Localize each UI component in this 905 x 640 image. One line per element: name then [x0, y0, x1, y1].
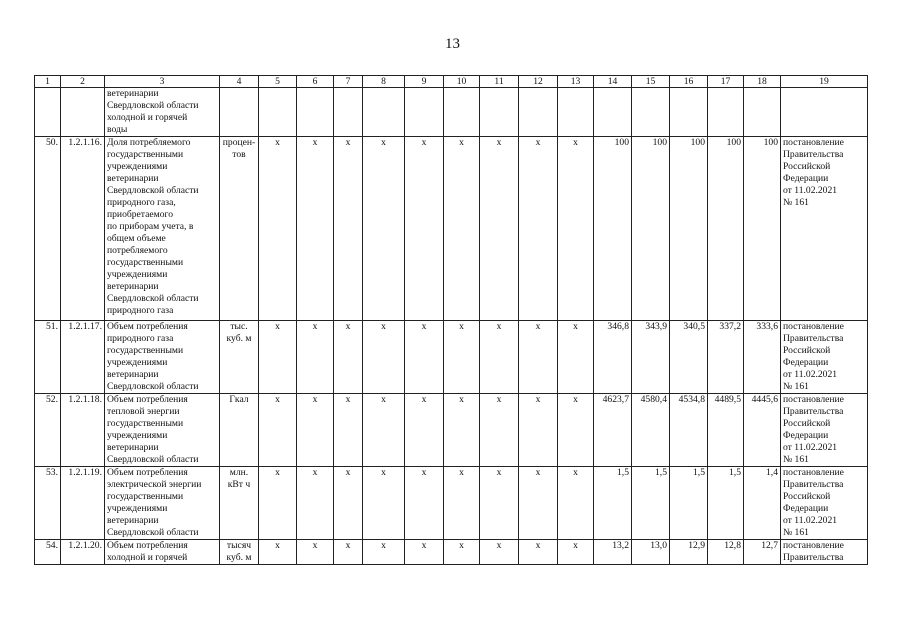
- indicator-name-line: государственными: [107, 418, 184, 429]
- unit-of-measure: [220, 540, 259, 565]
- target-value: [708, 88, 744, 137]
- empty-value-mark: x: [558, 467, 594, 540]
- source-document-line: Федерации: [783, 430, 829, 441]
- indicator-name-line: ветеринарии: [107, 173, 159, 184]
- column-number-row: [35, 76, 868, 88]
- indicator-code: 1.2.1.19.: [61, 467, 105, 540]
- target-value: 12,8: [708, 540, 744, 565]
- empty-value-mark: [480, 88, 519, 137]
- source-document-line: постановление: [783, 467, 844, 478]
- indicator-name: [105, 321, 220, 394]
- source-document: [781, 88, 868, 137]
- column-number: 1: [35, 76, 61, 88]
- source-document-line: Российской: [783, 491, 831, 502]
- target-value: 4534,8: [670, 394, 708, 467]
- indicator-name-line: тепловой энергии: [107, 406, 180, 417]
- empty-value-mark: x: [297, 467, 334, 540]
- unit-line: млн.: [229, 467, 249, 478]
- empty-value-mark: x: [405, 137, 444, 321]
- indicator-name-line: Свердловской области: [107, 100, 199, 111]
- source-document-line: Российской: [783, 161, 831, 172]
- empty-value-mark: x: [405, 540, 444, 565]
- column-number: 13: [558, 76, 594, 88]
- unit-line: Гкал: [229, 394, 249, 405]
- column-number: 8: [363, 76, 405, 88]
- source-document-line: постановление: [783, 137, 844, 148]
- column-number: 4: [220, 76, 259, 88]
- source-document-line: постановление: [783, 540, 844, 551]
- indicator-name-line: природного газа: [107, 305, 174, 316]
- source-document: [781, 540, 868, 565]
- indicator-name-line: Доля потребляемого: [107, 137, 191, 148]
- indicator-name-line: Свердловской области: [107, 185, 199, 196]
- source-document-line: Правительства: [783, 149, 844, 160]
- column-number: 5: [259, 76, 297, 88]
- empty-value-mark: x: [444, 394, 480, 467]
- empty-value-mark: x: [297, 540, 334, 565]
- empty-value-mark: x: [259, 394, 297, 467]
- empty-value-mark: [334, 88, 363, 137]
- target-value: 1,5: [632, 467, 670, 540]
- row-number: 50.: [35, 137, 61, 321]
- source-document-line: постановление: [783, 321, 844, 332]
- indicator-name-line: государственными: [107, 345, 184, 356]
- indicator-name: [105, 88, 220, 137]
- page-number: 13: [445, 36, 460, 52]
- source-document-line: Российской: [783, 345, 831, 356]
- source-document-line: постановление: [783, 394, 844, 405]
- target-value: 4623,7: [594, 394, 632, 467]
- empty-value-mark: x: [519, 137, 558, 321]
- target-value: 12,9: [670, 540, 708, 565]
- empty-value-mark: [259, 88, 297, 137]
- empty-value-mark: x: [444, 540, 480, 565]
- empty-value-mark: [405, 88, 444, 137]
- unit-line: кВт ч: [227, 479, 251, 490]
- empty-value-mark: x: [259, 137, 297, 321]
- unit-line: куб. м: [226, 333, 252, 344]
- empty-value-mark: [363, 88, 405, 137]
- empty-value-mark: x: [363, 137, 405, 321]
- unit-line: куб. м: [226, 552, 252, 563]
- empty-value-mark: x: [334, 467, 363, 540]
- target-value: 100: [744, 137, 781, 321]
- unit-of-measure: [220, 321, 259, 394]
- empty-value-mark: x: [558, 137, 594, 321]
- indicator-name: [105, 394, 220, 467]
- empty-value-mark: x: [363, 540, 405, 565]
- source-document-line: Правительства: [783, 406, 844, 417]
- empty-value-mark: x: [444, 137, 480, 321]
- indicator-name-line: государственными: [107, 257, 184, 268]
- source-document-line: Федерации: [783, 503, 829, 514]
- unit-line: тов: [232, 149, 246, 160]
- column-number: 7: [334, 76, 363, 88]
- indicator-name-line: природного газа: [107, 333, 174, 344]
- indicator-code: 1.2.1.16.: [61, 137, 105, 321]
- table-row: [35, 467, 868, 540]
- source-document-line: Федерации: [783, 173, 829, 184]
- column-number: 3: [105, 76, 220, 88]
- indicator-name-line: общем объеме: [107, 233, 166, 244]
- indicator-name-line: приобретаемого: [107, 209, 173, 220]
- column-number: 2: [61, 76, 105, 88]
- source-document-line: от 11.02.2021: [783, 185, 838, 196]
- empty-value-mark: x: [297, 394, 334, 467]
- indicator-name-line: Объем потребления: [107, 394, 188, 405]
- indicator-name-line: потребляемого: [107, 245, 168, 256]
- target-value: 13,2: [594, 540, 632, 565]
- unit-line: тысяч: [226, 540, 252, 551]
- row-number: 53.: [35, 467, 61, 540]
- target-value: 100: [670, 137, 708, 321]
- source-document-line: Правительства: [783, 333, 844, 344]
- indicator-name-line: Свердловской области: [107, 454, 199, 465]
- unit-of-measure: [220, 88, 259, 137]
- empty-value-mark: x: [334, 394, 363, 467]
- source-document-line: от 11.02.2021: [783, 442, 838, 453]
- target-value: [670, 88, 708, 137]
- empty-value-mark: [444, 88, 480, 137]
- indicator-name: [105, 467, 220, 540]
- empty-value-mark: [558, 88, 594, 137]
- column-number: 9: [405, 76, 444, 88]
- indicator-name-line: ветеринарии: [107, 88, 159, 99]
- source-document-line: Российской: [783, 418, 831, 429]
- column-number: 6: [297, 76, 334, 88]
- empty-value-mark: x: [334, 321, 363, 394]
- target-value: 343,9: [632, 321, 670, 394]
- indicator-name-line: электрической энергии: [107, 479, 202, 490]
- empty-value-mark: x: [480, 394, 519, 467]
- empty-value-mark: x: [444, 321, 480, 394]
- target-value: 1,5: [708, 467, 744, 540]
- empty-value-mark: x: [480, 137, 519, 321]
- row-number: 51.: [35, 321, 61, 394]
- target-value: 12,7: [744, 540, 781, 565]
- empty-value-mark: x: [297, 321, 334, 394]
- source-document-line: № 161: [783, 197, 809, 208]
- indicator-name-line: Свердловской области: [107, 381, 199, 392]
- indicator-name-line: ветеринарии: [107, 281, 159, 292]
- source-document: [781, 394, 868, 467]
- empty-value-mark: x: [334, 137, 363, 321]
- unit-line: тыс.: [230, 321, 248, 332]
- empty-value-mark: x: [558, 540, 594, 565]
- unit-of-measure: [220, 467, 259, 540]
- target-value: 4489,5: [708, 394, 744, 467]
- empty-value-mark: x: [519, 540, 558, 565]
- empty-value-mark: [519, 88, 558, 137]
- column-number: 12: [519, 76, 558, 88]
- source-document-line: № 161: [783, 527, 809, 538]
- indicator-name-line: учреждениями: [107, 503, 168, 514]
- indicator-name-line: ветеринарии: [107, 442, 159, 453]
- indicator-name-line: Объем потребления: [107, 540, 188, 551]
- indicator-name: [105, 540, 220, 565]
- target-value: 333,6: [744, 321, 781, 394]
- target-value: 100: [708, 137, 744, 321]
- indicator-code: [61, 88, 105, 137]
- target-value: 346,8: [594, 321, 632, 394]
- source-document-line: от 11.02.2021: [783, 515, 838, 526]
- source-document: [781, 467, 868, 540]
- indicator-name-line: учреждениями: [107, 269, 168, 280]
- table-row: [35, 137, 868, 321]
- empty-value-mark: x: [363, 321, 405, 394]
- unit-of-measure: [220, 394, 259, 467]
- table-row: [35, 540, 868, 565]
- empty-value-mark: x: [480, 540, 519, 565]
- table-row: [35, 394, 868, 467]
- indicator-name-line: учреждениями: [107, 161, 168, 172]
- table-row: [35, 321, 868, 394]
- empty-value-mark: x: [558, 394, 594, 467]
- indicator-name-line: природного газа,: [107, 197, 176, 208]
- row-number: [35, 88, 61, 137]
- table-row: [35, 88, 868, 137]
- column-number: 19: [781, 76, 868, 88]
- indicator-name-line: по приборам учета, в: [107, 221, 194, 232]
- empty-value-mark: x: [259, 321, 297, 394]
- indicator-name-line: ветеринарии: [107, 515, 159, 526]
- target-value: 337,2: [708, 321, 744, 394]
- empty-value-mark: x: [363, 467, 405, 540]
- table-body: [35, 76, 868, 565]
- empty-value-mark: x: [405, 394, 444, 467]
- source-document-line: № 161: [783, 454, 809, 465]
- row-number: 52.: [35, 394, 61, 467]
- target-value: 4445,6: [744, 394, 781, 467]
- empty-value-mark: x: [444, 467, 480, 540]
- column-number: 11: [480, 76, 519, 88]
- source-document-line: Правительства: [783, 479, 844, 490]
- indicator-name-line: Свердловской области: [107, 527, 199, 538]
- target-value: 4580,4: [632, 394, 670, 467]
- indicator-name: [105, 137, 220, 321]
- source-document: [781, 137, 868, 321]
- column-number: 15: [632, 76, 670, 88]
- row-number: 54.: [35, 540, 61, 565]
- column-number: 18: [744, 76, 781, 88]
- target-value: 100: [632, 137, 670, 321]
- source-document-line: от 11.02.2021: [783, 369, 838, 380]
- target-value: 100: [594, 137, 632, 321]
- empty-value-mark: x: [363, 394, 405, 467]
- indicator-table: [34, 75, 868, 565]
- empty-value-mark: x: [334, 540, 363, 565]
- target-value: 1,5: [594, 467, 632, 540]
- indicator-name-line: холодной и горячей: [107, 112, 188, 123]
- column-number: 10: [444, 76, 480, 88]
- source-document-line: № 161: [783, 381, 809, 392]
- target-value: [594, 88, 632, 137]
- empty-value-mark: x: [480, 321, 519, 394]
- empty-value-mark: x: [480, 467, 519, 540]
- indicator-name-line: государственными: [107, 149, 184, 160]
- empty-value-mark: x: [519, 321, 558, 394]
- indicator-name-line: ветеринарии: [107, 369, 159, 380]
- empty-value-mark: x: [519, 467, 558, 540]
- target-value: 13,0: [632, 540, 670, 565]
- source-document-line: Правительства: [783, 552, 844, 563]
- indicator-name-line: воды: [107, 124, 128, 135]
- indicator-name-line: государственными: [107, 491, 184, 502]
- target-value: 1,4: [744, 467, 781, 540]
- indicator-name-line: холодной и горячей: [107, 552, 188, 563]
- indicator-code: 1.2.1.17.: [61, 321, 105, 394]
- indicator-name-line: учреждениями: [107, 430, 168, 441]
- column-number: 17: [708, 76, 744, 88]
- target-value: 340,5: [670, 321, 708, 394]
- source-document-line: Федерации: [783, 357, 829, 368]
- indicator-code: 1.2.1.18.: [61, 394, 105, 467]
- empty-value-mark: x: [259, 540, 297, 565]
- empty-value-mark: [297, 88, 334, 137]
- column-number: 14: [594, 76, 632, 88]
- empty-value-mark: x: [558, 321, 594, 394]
- column-number: 16: [670, 76, 708, 88]
- unit-of-measure: [220, 137, 259, 321]
- unit-line: процен-: [222, 137, 256, 148]
- target-value: 1,5: [670, 467, 708, 540]
- indicator-name-line: Свердловской области: [107, 293, 199, 304]
- source-document: [781, 321, 868, 394]
- indicator-name-line: Объем потребления: [107, 467, 188, 478]
- target-value: [744, 88, 781, 137]
- indicator-name-line: учреждениями: [107, 357, 168, 368]
- target-value: [632, 88, 670, 137]
- indicator-code: 1.2.1.20.: [61, 540, 105, 565]
- empty-value-mark: x: [297, 137, 334, 321]
- empty-value-mark: x: [519, 394, 558, 467]
- empty-value-mark: x: [259, 467, 297, 540]
- empty-value-mark: x: [405, 321, 444, 394]
- indicator-name-line: Объем потребления: [107, 321, 188, 332]
- empty-value-mark: x: [405, 467, 444, 540]
